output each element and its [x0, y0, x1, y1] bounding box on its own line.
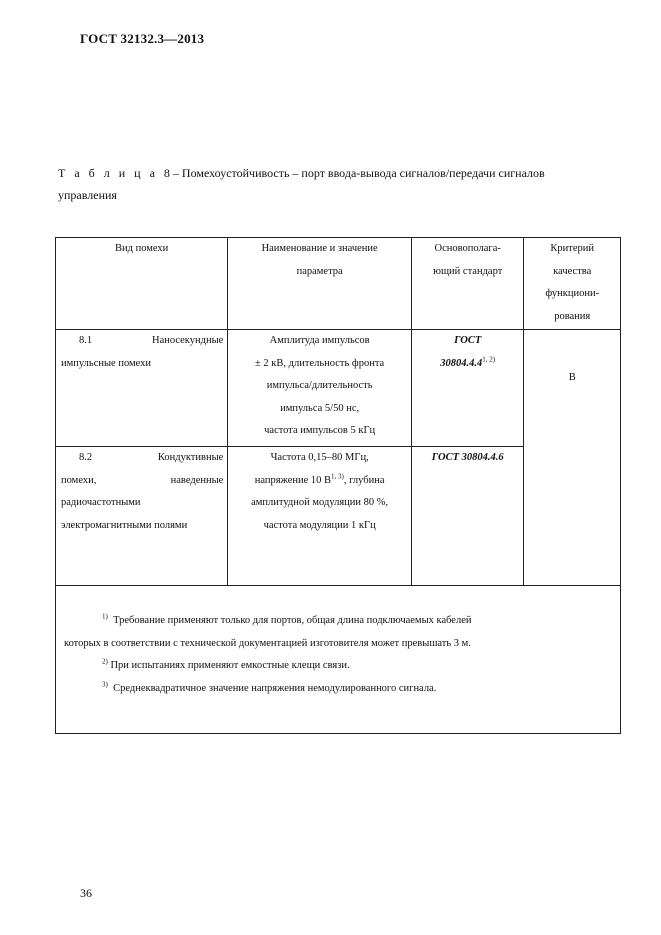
row1-name-line1 — [61, 330, 223, 353]
row1-parameters — [228, 330, 412, 447]
row1-param-line5: частота импульсов 5 кГц — [264, 425, 376, 436]
note-1-marker: 1) — [102, 612, 108, 621]
row2-name-line3: радиочастотными — [61, 497, 141, 508]
note-3 — [64, 678, 610, 701]
table-header-row — [56, 238, 621, 330]
row1-standard-line2 — [412, 353, 523, 376]
row1-disturbance — [56, 330, 228, 447]
row2-disturbance — [56, 447, 228, 586]
header-criterion-line1: Критерий — [550, 243, 595, 254]
row2-param-line1: Частота 0,15–80 МГц, — [270, 452, 369, 463]
header-standard-line2: ющий стандарт — [433, 265, 503, 277]
row2-number: 8.2 — [79, 452, 93, 463]
criterion-value: В — [568, 372, 576, 383]
note-1-line2: которых в соответствии с технической документацией изготовителя может превышать 3 м. — [64, 637, 471, 649]
header-criterion-line2: качества — [553, 265, 592, 277]
row1-standard — [411, 330, 523, 447]
row1-param-line3: импульса/длительность — [266, 380, 373, 391]
header-criterion — [524, 238, 621, 330]
caption-text-continued: управления — [58, 188, 117, 202]
row1-number: 8.1 — [79, 335, 93, 346]
row2-param-footnote: 1, 3) — [331, 472, 344, 480]
note-3-text: Среднеквадратичное значение напряжения немодулированного сигнала. — [113, 682, 437, 694]
row1-param-line1: Амплитуда импульсов — [269, 335, 370, 346]
immunity-table — [55, 237, 621, 734]
header-criterion-line4: рования — [554, 310, 591, 322]
row1-name-part1: Наносекундные — [151, 335, 224, 346]
row2-param-line2 — [228, 470, 411, 493]
note-1-line1 — [64, 610, 610, 633]
row2-name-line2 — [61, 470, 223, 493]
row2-parameters — [228, 447, 412, 586]
row2-param-depth: , глубина — [343, 474, 385, 486]
row2-standard: ГОСТ 30804.4.6 — [411, 447, 523, 586]
row2-param-line4: частота модуляции 1 кГц — [263, 519, 376, 531]
row1-name-line2: импульсные помехи — [61, 357, 152, 369]
row1-param-line2: ± 2 кВ, длительность фронта — [255, 357, 385, 369]
row2-name-part1: Кондуктивные — [157, 452, 224, 463]
table-notes-row — [56, 586, 621, 734]
note-2-marker: 2) — [102, 657, 108, 666]
row1-standard-line1: ГОСТ — [454, 335, 482, 346]
header-parameter-line2: параметра — [296, 265, 343, 277]
header-parameter — [228, 238, 412, 330]
page-number: 36 — [80, 886, 92, 900]
header-standard-line1: Основополага- — [434, 243, 501, 254]
header-disturbance-type: Вид помехи — [56, 238, 228, 330]
header-parameter-line1: Наименование и значение — [261, 243, 378, 254]
row2-name-part2a: помехи, — [61, 474, 97, 486]
table-caption — [58, 162, 618, 206]
caption-number: 8 — [163, 166, 170, 180]
row2-name-line1 — [61, 447, 223, 470]
row1-standard-footnote: 1, 2) — [482, 355, 496, 363]
note-2 — [64, 655, 610, 678]
header-standard — [411, 238, 523, 330]
table-row-8-1 — [56, 330, 621, 447]
row2-param-line3: амплитудной модуляции 80 %, — [251, 497, 389, 508]
row1-param-line4: импульса 5/50 нс, — [280, 402, 360, 414]
row1-standard-code: 30804.4.4 — [440, 357, 483, 369]
note-3-marker: 3) — [102, 680, 108, 688]
criterion-cell — [524, 330, 621, 586]
header-criterion-line3: функциони- — [545, 288, 600, 299]
caption-label: Т а б л и ц а — [58, 166, 158, 180]
table-notes — [56, 586, 621, 734]
document-header: ГОСТ 32132.3—2013 — [80, 31, 205, 46]
row2-name-part2b: наведенные — [170, 474, 224, 486]
row2-param-voltage: напряжение 10 В — [254, 474, 332, 486]
note-2-text: При испытаниях применяют емкостные клещи связи. — [110, 660, 350, 671]
note-1-text: Требование применяют только для портов, общая длина подключаемых кабелей — [113, 615, 472, 626]
row2-name-line4: электромагнитными полями — [61, 519, 188, 531]
caption-text: – Помехоустойчивость – порт ввода-вывода сигналов/передачи сигналов — [169, 166, 545, 180]
